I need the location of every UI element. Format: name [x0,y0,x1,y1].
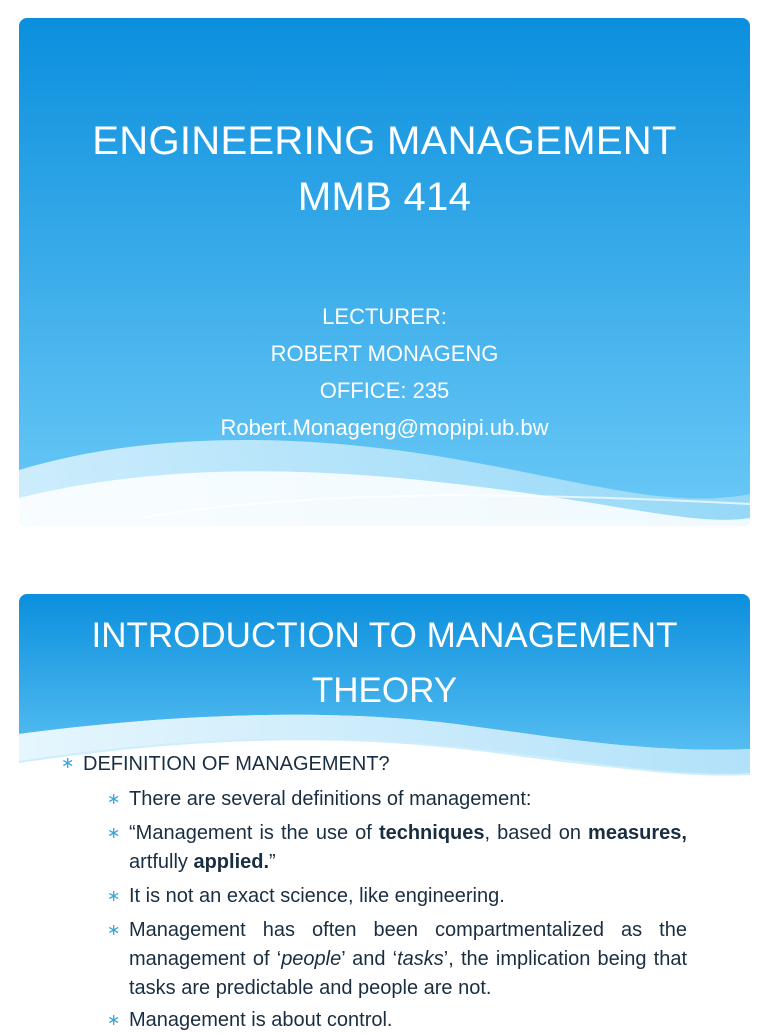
list-item: It is not an exact science, like engineering. [129,885,505,907]
bullet-icon: ∗ [107,1012,121,1029]
list-item: Management is about control. [129,1009,393,1031]
email-address: Robert.Monageng@mopipi.ub.bw [220,415,549,440]
text-run: ’ and ‘ [341,948,398,970]
title-line-2: THEORY [311,671,458,710]
bold-run: techniques [378,822,485,844]
slide-title [19,113,750,225]
list-item [129,819,687,877]
list-item: There are several definitions of management: [129,788,532,810]
text-run: artfully [129,851,194,873]
title-slide [19,18,750,526]
text-run: , based on [484,822,589,844]
slide-title [19,608,750,718]
title-line-1: INTRODUCTION TO MANAGEMENT [91,616,678,655]
text-run: “Management is the use of [129,822,379,844]
bullet-icon: ∗ [61,755,75,772]
lecturer-label: LECTURER: [322,304,447,329]
lecturer-name: ROBERT MONAGENG [270,341,499,366]
bold-run: measures, [588,822,687,844]
bold-run: applied. [193,851,270,873]
text-run: ” [269,851,276,873]
text-run: Management has often been compartmentalized as the management of ‘ [129,919,687,970]
lecturer-info [19,298,750,446]
content-slide [19,594,750,1034]
list-item [129,916,687,1003]
bullet-icon: ∗ [107,791,121,808]
bullet-icon: ∗ [107,888,121,905]
bullet-icon: ∗ [107,825,121,842]
bullet-level-1: DEFINITION OF MANAGEMENT? [83,753,390,775]
sky-wave-background [19,18,750,526]
italic-run: tasks [397,948,444,970]
title-line-1: ENGINEERING MANAGEMENT [92,119,677,163]
text-run: ’, the implication being that tasks are predictable and people are not. [129,948,687,999]
bullet-icon: ∗ [107,922,121,939]
title-line-2: MMB 414 [297,175,472,219]
office-number: OFFICE: 235 [319,378,450,403]
italic-run: people [281,948,342,970]
